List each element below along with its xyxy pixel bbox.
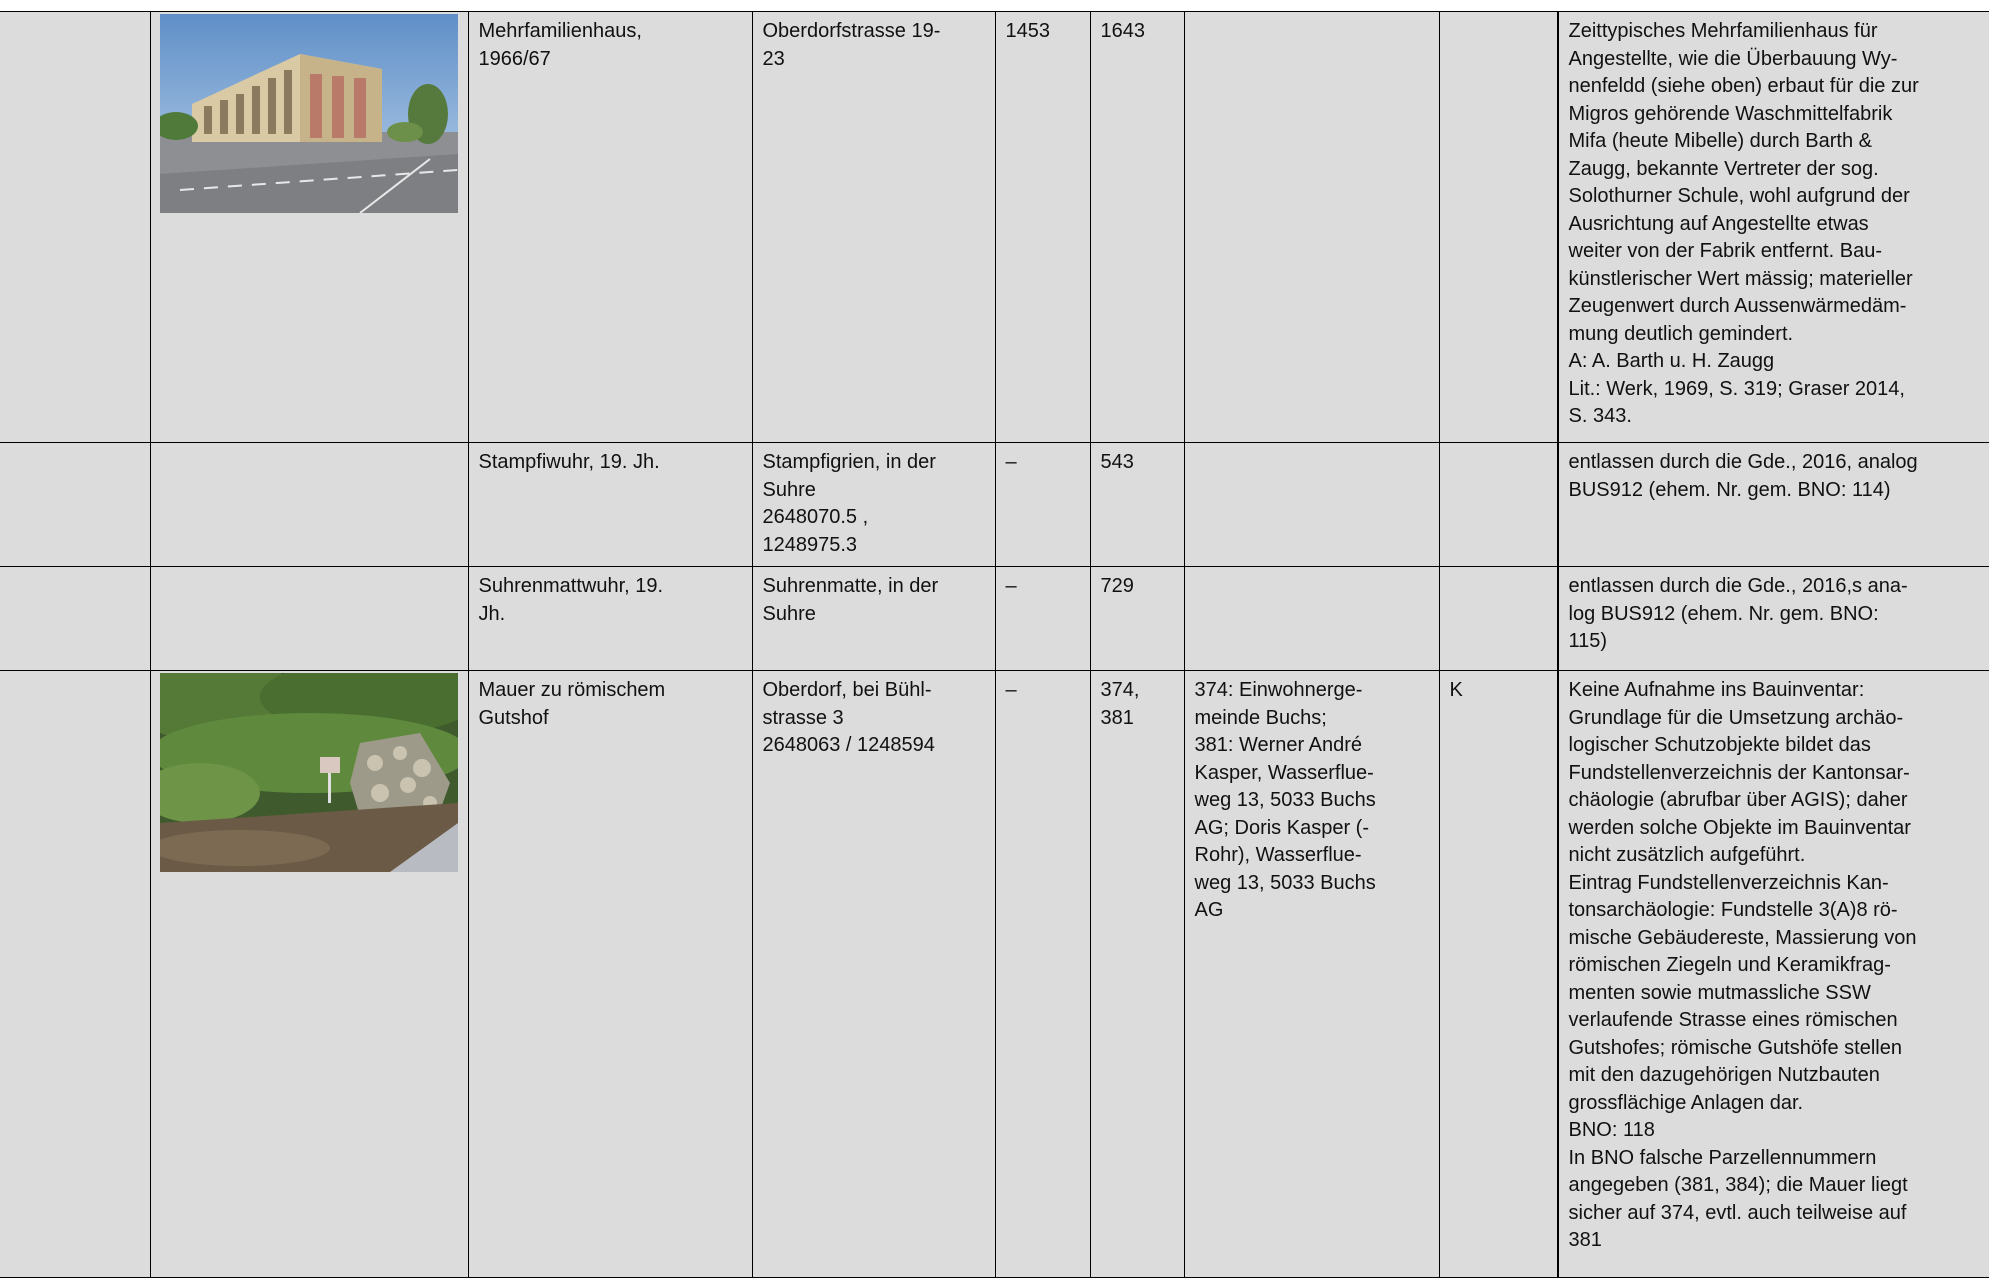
category-cell — [1439, 12, 1557, 443]
table-row — [0, 12, 1989, 443]
number: 1453 — [1005, 20, 1050, 42]
parcel-cell — [1090, 443, 1184, 567]
table-row — [0, 567, 1989, 671]
inventory-number-cell — [0, 443, 150, 567]
apartment-building-photo — [160, 14, 458, 213]
owner-cell — [1184, 567, 1439, 671]
category-cell — [1439, 671, 1557, 1278]
remarks-cell — [1558, 671, 1989, 1278]
location: Stampfigrien, in der Suhre 2648070.5 , 1248975.3 — [762, 451, 936, 556]
inventory-number-cell — [0, 12, 150, 443]
inventory-number-cell — [0, 671, 150, 1278]
table-row — [0, 671, 1989, 1278]
object-name: Mauer zu römischem Gutshof — [478, 679, 666, 729]
object-name: Mehrfamilienhaus, 1966/67 — [478, 20, 642, 70]
remarks: entlassen durch die Gde., 2016,s ana- log BUS912 (ehem. Nr. gem. BNO: 115) — [1568, 575, 1908, 652]
parcel-number: 543 — [1100, 451, 1134, 473]
category-cell — [1439, 567, 1557, 671]
object-name: Stampfiwuhr, 19. Jh. — [478, 451, 660, 473]
number: – — [1005, 679, 1017, 701]
category: K — [1449, 679, 1463, 701]
table-row — [0, 443, 1989, 567]
number: – — [1005, 575, 1017, 597]
location-cell — [752, 671, 995, 1278]
object-name: Suhrenmattwuhr, 19. Jh. — [478, 575, 664, 625]
parcel-number: 1643 — [1100, 20, 1145, 42]
remarks-cell — [1558, 12, 1989, 443]
roman-wall-photo — [160, 673, 458, 872]
number-cell — [995, 12, 1090, 443]
object-name-cell — [468, 443, 752, 567]
location: Oberdorfstrasse 19- 23 — [762, 20, 941, 70]
parcel-cell — [1090, 12, 1184, 443]
parcel-cell — [1090, 567, 1184, 671]
location: Suhrenmatte, in der Suhre — [762, 575, 939, 625]
object-name-cell — [468, 12, 752, 443]
photo-cell — [150, 567, 468, 671]
photo-cell — [150, 443, 468, 567]
owner: 374: Einwohnerge- meinde Buchs; 381: Werner André Kasper, Wasserflue- weg 13, 5033 Buchs AG; Doris Kasper (- Rohr), Wasserflue- weg 13, 5033 Buchs AG — [1194, 679, 1376, 921]
remarks-cell — [1558, 443, 1989, 567]
inventory-number-cell — [0, 567, 150, 671]
owner-cell — [1184, 443, 1439, 567]
parcel-number: 729 — [1100, 575, 1134, 597]
number-cell — [995, 567, 1090, 671]
location-cell — [752, 567, 995, 671]
owner-cell — [1184, 12, 1439, 443]
parcel-cell — [1090, 671, 1184, 1278]
inventory-table — [0, 11, 1989, 1278]
remarks-cell — [1558, 567, 1989, 671]
photo-cell — [150, 12, 468, 443]
parcel-number: 374, 381 — [1100, 679, 1140, 729]
number-cell — [995, 671, 1090, 1278]
location-cell — [752, 443, 995, 567]
remarks: Keine Aufnahme ins Bauinventar: Grundlage für die Umsetzung archäo- logischer Schutzobjekte bildet das Fundstellenverzeichnis der Kantonsar- chäologie (abrufbar über AGIS); daher werden solche Objekte im Bauinventar nicht zusätzlich aufgeführt. Eintrag Fundstellenverzeichnis Kan- tonsarchäologie: Fundstelle 3(A)8 rö- mische Gebäudereste, Massierung von römischen Ziegeln und Keramikfrag- menten sowie mutmassliche SSW verlaufende Strasse eines römischen Gutshofes; römische Gutshöfe stellen mit den dazugehörigen Nutzbauten grossflächige Anlagen dar. BNO: 118 In BNO falsche Parzellennummern angegeben (381, 384); die Mauer liegt sicher auf 374, evtl. auch teilweise auf 381 — [1568, 679, 1917, 1251]
number: – — [1005, 451, 1017, 473]
number-cell — [995, 443, 1090, 567]
remarks: Zeittypisches Mehrfamilienhaus für Angestellte, wie die Überbauung Wy- nenfeldd (siehe oben) erbaut für die zur Migros gehörende Waschmittelfabrik Mifa (heute Mibelle) durch Barth & Zaugg, bekannte Vertreter der sog. Solothurner Schule, wohl aufgrund der Ausrichtung auf Angestellte etwas weiter von der Fabrik entfernt. Bau- künstlerischer Wert mässig; materieller Zeugenwert durch Aussenwärmedäm- mung deutlich gemindert. A: A. Barth u. H. Zaugg Lit.: Werk, 1969, S. 319; Graser 2014, S. 343. — [1568, 20, 1919, 427]
category-cell — [1439, 443, 1557, 567]
owner-cell — [1184, 671, 1439, 1278]
photo-cell — [150, 671, 468, 1278]
remarks: entlassen durch die Gde., 2016, analog BUS912 (ehem. Nr. gem. BNO: 114) — [1568, 451, 1918, 501]
object-name-cell — [468, 671, 752, 1278]
location-cell — [752, 12, 995, 443]
object-name-cell — [468, 567, 752, 671]
location: Oberdorf, bei Bühl- strasse 3 2648063 / 1248594 — [762, 679, 935, 756]
